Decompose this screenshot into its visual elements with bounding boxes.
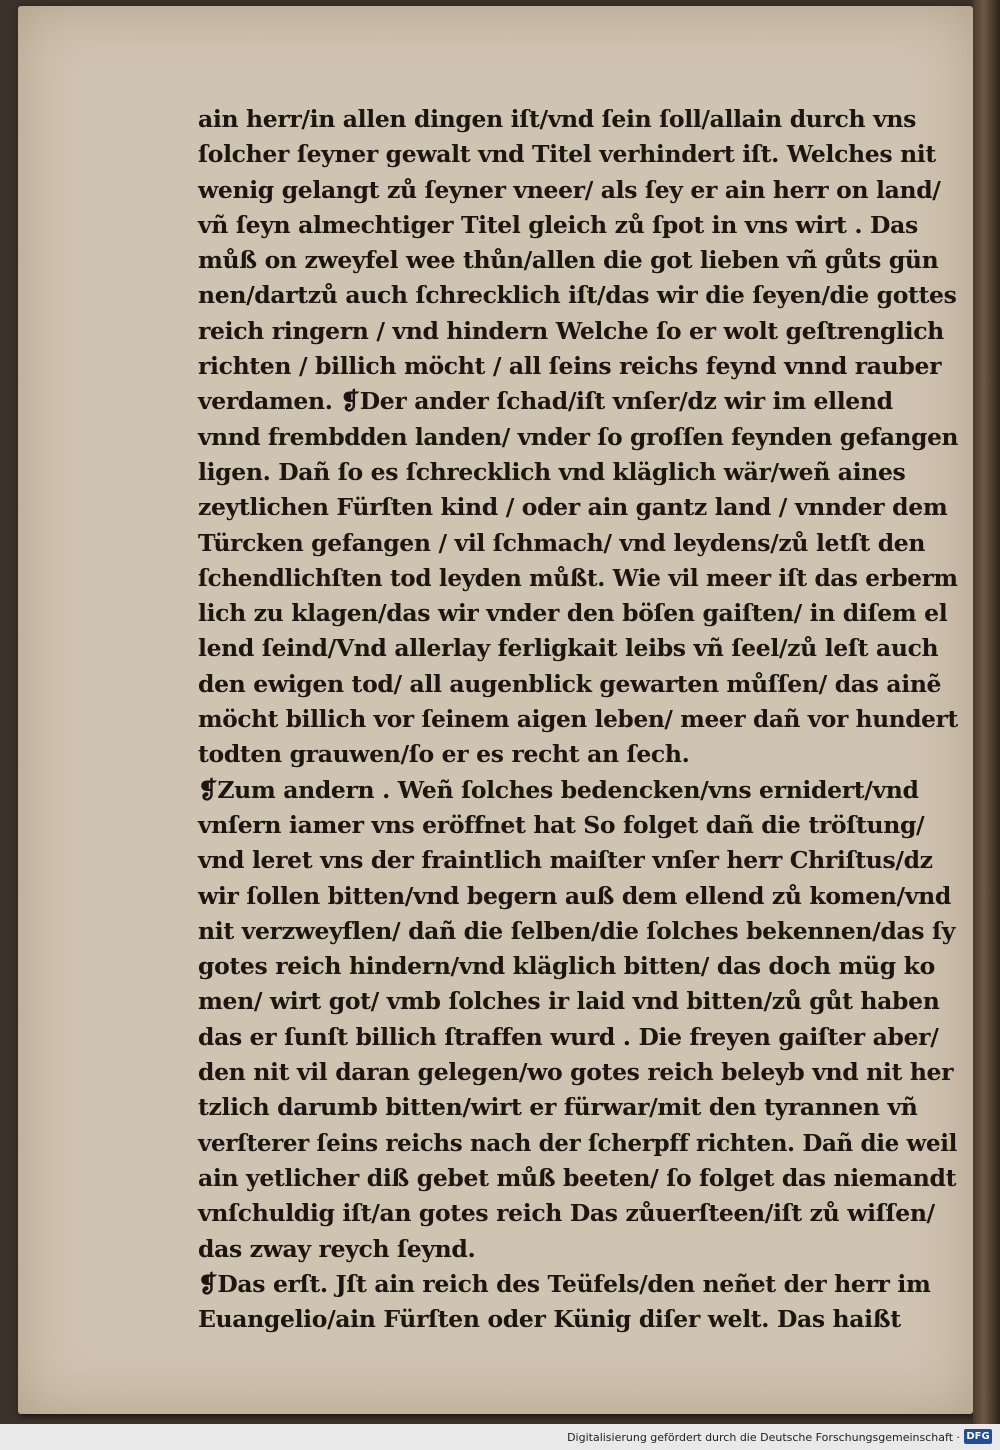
text-line: ſchendlichſten tod leyden můßt. Wie vil meer iſt das erberm	[198, 564, 958, 592]
text-line: wir ſollen bitten/vnd begern auß dem ellend zů komen/vnd	[198, 881, 951, 910]
text-line: lich zu klagen/das wir vnder den böſen gaiſten/ in diſem el	[198, 599, 948, 628]
footer-bar	[0, 1424, 1000, 1450]
text-line: ain yetlicher diß gebet můß beeten/ ſo folget das niemandt	[198, 1163, 957, 1192]
text-line: nen/dartzů auch ſchrecklich iſt/das wir die ſeyen/die gottes	[198, 281, 957, 310]
book-page	[18, 6, 973, 1414]
text-block	[198, 102, 958, 1337]
text-line: ❡Zum andern . Weñ ſolches bedencken/vns ernidert/vnd	[198, 775, 919, 804]
text-line: richten / billich möcht / all ſeins reichs feynd vnnd rauber	[198, 352, 942, 381]
text-line: lend ſeind/Vnd allerlay ferligkait leibs vñ ſeel/zů leſt auch	[198, 634, 939, 663]
text-line: den nit vil daran gelegen/wo gotes reich beleyb vnd nit her	[198, 1058, 954, 1087]
footer-credit: Digitalisierung gefördert durch die Deutsche Forschungsgemeinschaft ·	[567, 1431, 960, 1444]
text-line: vnd leret vns der fraintlich maiſter vnſer herr Chriſtus/dz	[198, 846, 933, 875]
text-line: den ewigen tod/ all augenblick gewarten můſſen/ das ainẽ	[198, 669, 942, 698]
text-line: ain herr/in allen dingen iſt/vnd ſein ſoll/allain durch vns	[198, 105, 916, 133]
text-line: verſterer ſeins reichs nach der ſcherpff richten. Dañ die weil	[198, 1129, 957, 1157]
text-line: vnnd frembdden landen/ vnder ſo groſſen feynden gefangen	[198, 423, 959, 451]
text-line: möcht billich vor ſeinem aigen leben/ meer dañ vor hundert	[198, 706, 958, 734]
text-line: vnſern iamer vns eröffnet hat So folget dañ die tröſtung/	[198, 810, 925, 839]
text-line: Türcken gefangen / vil ſchmach/ vnd leydens/zů letſt den	[198, 528, 926, 557]
text-line: gotes reich hindern/vnd kläglich bitten/ das doch müg ko	[198, 952, 935, 981]
text-line: wenig gelangt zů ſeyner vneer/ als ſey er ain herr on land/	[198, 175, 941, 204]
text-line: verdamen. ❡Der ander ſchad/iſt vnſer/dz wir im ellend	[198, 387, 893, 416]
text-line: nit verzweyflen/ dañ die ſelben/die ſolches bekennen/das ſy	[198, 916, 956, 945]
text-line: men/ wirt got/ vmb ſolches ir laid vnd bitten/zů gůt haben	[198, 987, 940, 1016]
text-line: todten grauwen/ſo er es recht an ſech.	[198, 740, 690, 769]
text-line: reich ringern / vnd hindern Welche ſo er wolt geſtrenglich	[198, 316, 944, 345]
dfg-logo: DFG	[964, 1429, 992, 1444]
book-edge	[973, 0, 1000, 1424]
text-line: das er ſunſt billich ſtraffen wurd . Die freyen gaiſter aber/	[198, 1022, 939, 1051]
text-line: ligen. Dañ ſo es ſchrecklich vnd kläglich wär/weñ aines	[198, 457, 906, 486]
text-line: můß on zweyfel wee thůn/allen die got lieben vñ gůts gün	[198, 246, 939, 275]
text-line: vnſchuldig iſt/an gotes reich Das zůuerſteen/iſt zů wiſſen/	[198, 1199, 935, 1228]
text-line: ſolcher ſeyner gewalt vnd Titel verhindert iſt. Welches nit	[198, 140, 936, 169]
text-line: Euangelio/ain Fürſten oder Künig diſer welt. Das haißt	[198, 1305, 901, 1334]
text-line: vñ ſeyn almechtiger Titel gleich zů ſpot in vns wirt . Das	[198, 210, 918, 239]
text-line: ❡Das erſt. Jſt ain reich des Teüfels/den neñet der herr im	[198, 1269, 931, 1298]
text-line: tzlich darumb bitten/wirt er fürwar/mit den tyrannen vñ	[198, 1093, 918, 1122]
text-line: das zway reych ſeynd.	[198, 1234, 476, 1263]
text-line: zeytlichen Fürſten kind / oder ain gantz land / vnnder dem	[198, 493, 948, 522]
